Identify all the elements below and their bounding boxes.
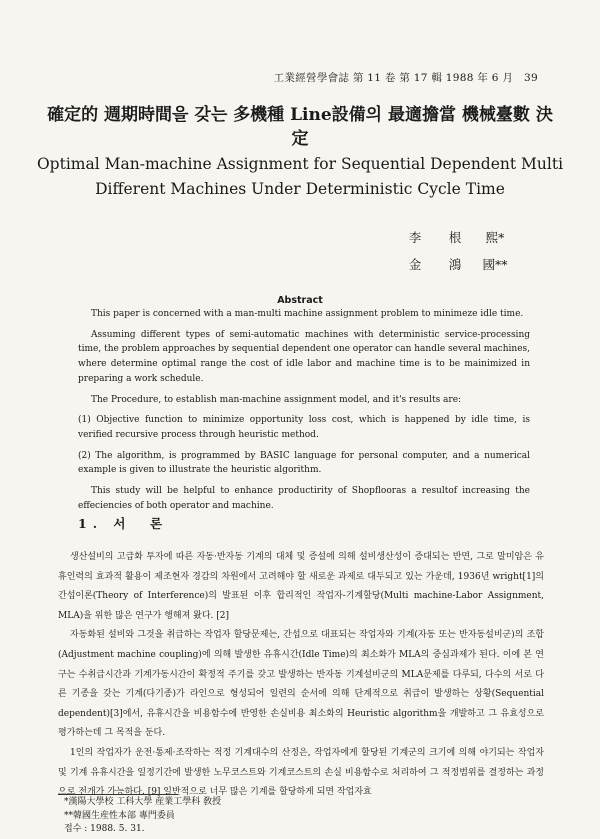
abstract-body — [78, 307, 530, 519]
abstract-paragraph: This study will be helpful to enhance productirity of Shopflooras a resultof increasing the effeciencies of both operator and machine. — [78, 486, 530, 511]
abstract-paragraph: Assuming different types of semi-automatic machines with deterministic service-processing time, the problem approaches by sequential dependent one operator can handle several machines, where determine optimal range the cost of idle labor and machine time is to be mainimized in preparing a work schedule. — [78, 329, 531, 384]
section-body — [58, 548, 544, 803]
author-2-char-2: 鴻 — [448, 257, 462, 272]
abstract-paragraph: (2) The algorithm, is programmed by BASIC language for personal computer, and a numerical example is given to illustrate the heuristic algorithm. — [78, 450, 530, 476]
author-1-char-2: 根 — [448, 230, 462, 245]
body-paragraph: 생산설비의 고급화 투자에 따른 자동·반자동 기계의 대체 및 증설에 의해 설비생산성이 증대되는 반면, 그로 말미암은 유휴인력의 효과적 활용이 제조현자 경감의 차원에서 고려해야 할 새로운 과제로 대두되고 있는 가운데, 1936년 wright[1]의 간섭이론(Theory of Interference)의 발표된 이후 합리적인 작업자-기계할당(Multi machine-Labor Assignment, MLA)을 위한 많은 연구가 행해져 왔다. [2] — [58, 552, 544, 621]
footnote-divider — [58, 794, 178, 795]
abstract-paragraph: The Procedure, to establish man-machine assignment model, and it's results are: — [91, 394, 462, 405]
english-title: Optimal Man-machine Assignment for Sequential Dependent Multi Different Machines Under Deterministic Cycle Time — [36, 155, 564, 198]
author-2 — [395, 251, 515, 278]
abstract-paragraph: (1) Objective function to minimize opportunity loss cost, which is happened by idle time, is verified recursive process through heuristic method. — [78, 415, 530, 440]
section-heading: 1. 서 론 — [78, 516, 169, 531]
footnotes — [64, 796, 221, 837]
footnote-affiliation-1: *漢陽大學校 工科大學 産業工學科 敎授 — [64, 797, 222, 807]
author-2-char-1: 金 — [408, 257, 422, 272]
body-paragraph: 자동화된 설비와 그것을 취급하는 작업자 할당문제는, 간섭으로 대표되는 작업자와 기계(자동 또는 반자동설비군)의 조합(Adjustment machine coupling)에 의해 발생한 유휴시간(Idle Time)의 최소화가 MLA의 중심과제가 된다. 이에 본 연구는 수취급시간과 기계가동시간이 확정적 주기를 갖고 발생하는 반자동 기계설비군의 MLA문제를 다루되, 다수의 서로 다른 기종을 갖는 기계(다기종)가 라인으로 형성되어 일련의 순서에 의해 단계적으로 취급이 발생하는 상황(Sequential dependent)[3]에서, 유휴시간을 비용함수에 반영한 손실비용 최소화의 Heuristic algorithm을 개발하고 그 유효성으로 평가하는데 그 목적을 둔다. — [58, 630, 544, 739]
author-1-char-3: 熙* — [485, 230, 505, 245]
korean-title: 確定的 週期時間을 갖는 多機種 Line設備의 最適擔當 機械臺數 決定 — [47, 105, 553, 149]
author-block — [395, 224, 515, 278]
received-date: 접수 : 1988. 5. 31. — [64, 824, 145, 834]
abstract-paragraph: This paper is concerned with a man-multi machine assignment problem to minimeze idle time. — [91, 309, 524, 319]
author-1 — [395, 224, 515, 251]
body-paragraph: 1인의 작업자가 운전·통제·조작하는 적정 기계대수의 산정은, 작업자에게 할당된 기계군의 크기에 의해 야기되는 작업자및 기계 유휴시간을 일정기간에 발생한 노무코스트와 기계코스트의 손실 비용함수로 처리하여 그 적정범위를 결정하는 과정으로 전개가 가능하다. [9] 일반적으로 너무 많은 기계를 할당하게 되면 작업자효 — [58, 747, 544, 798]
author-1-char-1: 李 — [408, 230, 422, 245]
footnote-affiliation-2: **韓國生産性本部 專門委員 — [64, 810, 175, 821]
abstract-heading: Abstract — [277, 295, 323, 306]
author-2-char-3: 國** — [482, 257, 508, 272]
running-head: 工業經營學會誌 第 11 卷 第 17 輯 1988 年 6 月 39 — [273, 72, 538, 84]
